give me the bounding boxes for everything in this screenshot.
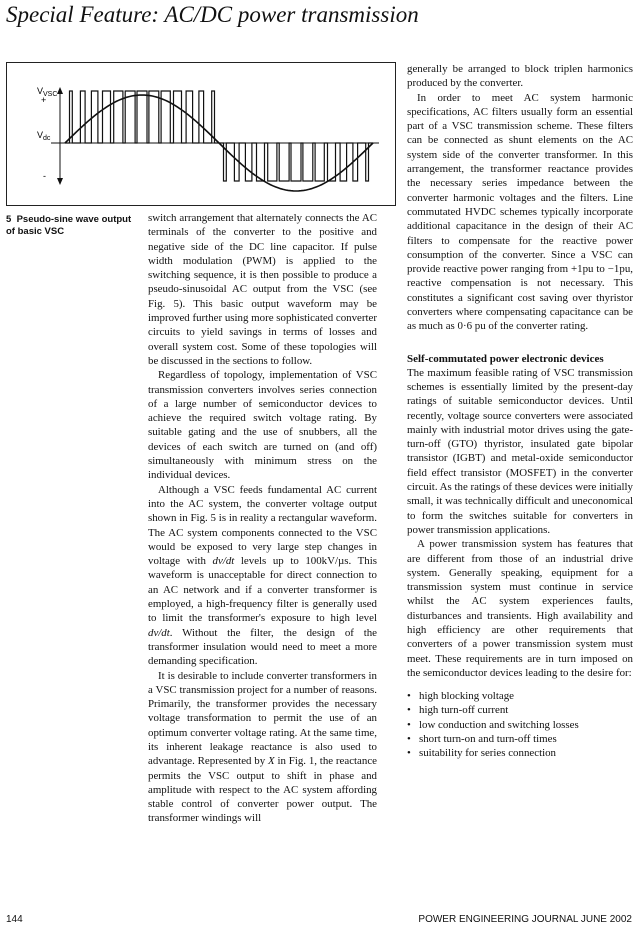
section-heading: Self-commutated power electronic devices [407, 352, 604, 365]
caption-text: Pseudo-sine wave output of basic VSC [6, 214, 132, 237]
caption-number: 5 [6, 214, 12, 225]
figure-pseudo-sine-wave [6, 62, 396, 206]
paragraph: A power transmission system has features that are different from those of an industrial drive system. Generally speaking, equipment for a transmission system must continue in service whilst the AC system experiences faults, disturbances and transients. High availability and high efficiency are other requirements that converters of a power transmission system must meet. These requirements are in turn imposed on the semiconductor devices leading to the desire for: [407, 538, 633, 679]
journal-footer: POWER ENGINEERING JOURNAL JUNE 2002 [418, 914, 632, 925]
requirements-list [407, 689, 633, 760]
paragraph: The maximum feasible rating of VSC transmission schemes is essentially limited by the present-day ratings of suitable semiconductor devices. Until recently, voltage source converters were associated mainly with industrial motor drives using the gate-turn-off (GTO) thyristor, insulated gate bipolar transistor (IGBT) and metal-oxide semiconductor field effect transistor (MOSFET) in the converter circuit. As the ratings of these devices were initially small, it was technically difficult and uneconomical to form the switches suitable for converters in power transmission applications. [407, 366, 633, 536]
label-plus: + [41, 95, 47, 105]
paragraph: In order to meet AC system harmonic specifications, AC filters usually form an essential part of a VSC transmission scheme. These filters can be connected as shunt elements on the AC system side of the converter transformer. In this arrangement, the transformer reactance provides the necessary series impedance between the converter harmonic voltages and the filters. Line commutated HVDC schemes typically incorporate additional capacitance in the design of their AC filters to compensate for the reactive power consumption of the converter. Since a VSC can provide reactive power ranging from +1pu to −1pu, reactive compensation is not necessary. This constitutes a significant cost saving over thyristor converters where compensating capacitance can be as much as 0·6 pu of the converter rating. [407, 91, 633, 333]
page-number: 144 [6, 914, 23, 925]
label-vsc: $V_{VSC}$ [37, 86, 58, 98]
paragraph: generally be arranged to block triplen harmonics produced by the converter. [407, 63, 633, 90]
paragraph: switch arrangement that alternately connects the AC terminals of the converter to the positive and negative side of the DC line capacitor. If pulse width modulation (PWM) is applied to the switching sequence, it is then possible to produce a pseudo-sinusoidal AC output from the VSC (see Fig. 5). This basic output waveform may be improved further using more sophisticated converter circuits to yield savings in terms of losses and overall system cost. Some of these topologies will be discussed in the sections to follow. [148, 212, 377, 367]
list-item: • short turn-on and turn-off times [407, 732, 633, 746]
list-item: • suitability for series connection [407, 746, 633, 760]
text-column-right [407, 62, 633, 760]
list-item: • high blocking voltage [407, 689, 633, 703]
waveform-plot [7, 63, 395, 205]
text-column-left [148, 211, 377, 826]
paragraph: Although a VSC feeds fundamental AC current into the AC system, the converter voltage output shown in Fig. 5 is in reality a rectangular waveform. The AC system components connected to the VSC would be exposed to very large step changes in voltage with dv/dt levels up to 100kV/µs. This waveform is unacceptable for direct connection to an AC network and if a converter transformer is employed, a high-frequency filter is generally used to limit the transformer's exposure to high level dv/dt. Without the filter, the design of the transformer insulation would need to meet a more demanding specification. [148, 483, 377, 668]
list-item: • low conduction and switching losses [407, 718, 633, 732]
paragraph: Regardless of topology, implementation of VSC transmission converters involves series connection of a large number of semiconductor devices to achieve the required switch voltage rating. By suitable gating and the use of snubbers, all the devices of each switch are turned on (and off) simultaneously with minimum stress on the individual devices. [148, 369, 377, 482]
label-minus: - [43, 171, 46, 181]
page-header-title: Special Feature: AC/DC power transmission [6, 2, 419, 27]
list-item: • high turn-off current [407, 703, 633, 717]
figure-caption [6, 214, 136, 238]
label-vdc: $V_{dc}$ [37, 130, 51, 142]
paragraph: It is desirable to include converter transformers in a VSC transmission project for a number of reasons. Primarily, the transformer provides the necessary voltage transformation to permit the use of an optimum converter voltage rating. At the same time, its inherent leakage reactance is also used to advantage. Represented by X in Fig. 1, the reactance permits the VSC output to shift in phase and amplitude with respect to the AC system affording stable control of converter power output. The transformer windings will [148, 669, 378, 825]
vdc-arrow-up [57, 87, 63, 94]
vdc-arrow-down [57, 178, 63, 185]
